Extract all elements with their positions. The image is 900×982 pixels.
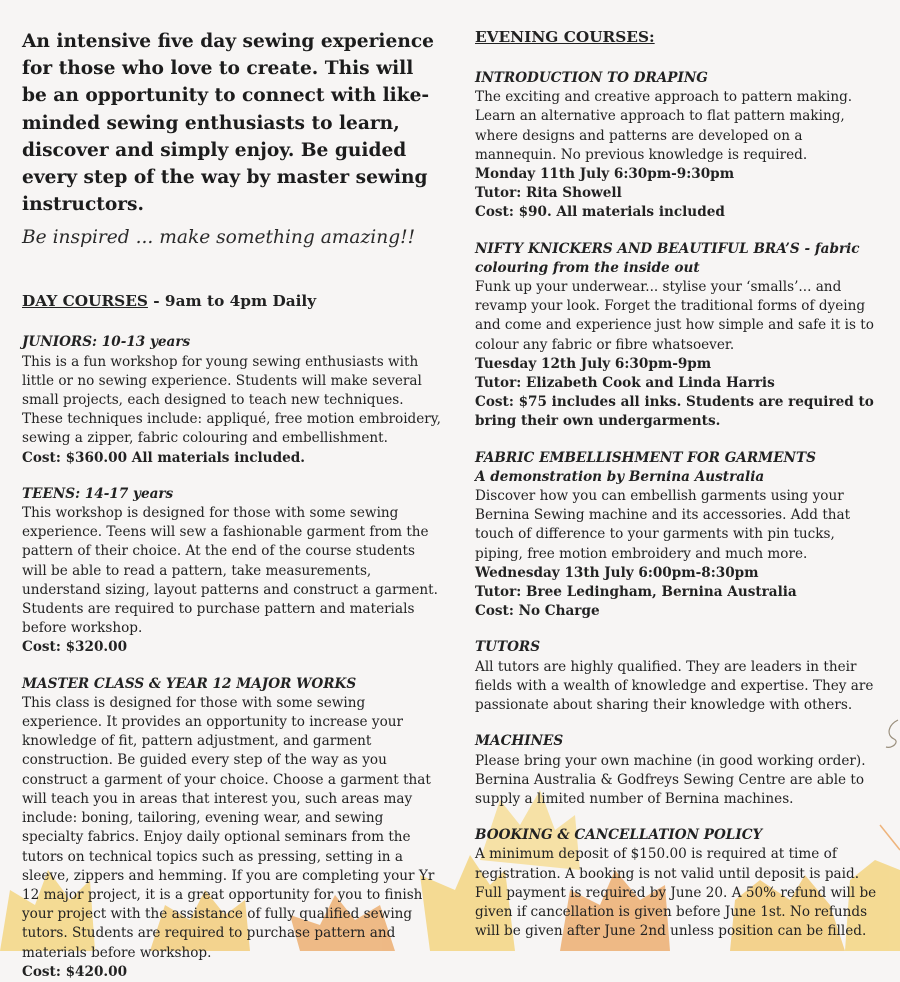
course-description-extra: Students are required to purchase pattern and materials before workshop.: [22, 601, 415, 637]
scissors-doodle-icon: [880, 715, 900, 755]
course-cost: Cost: $75 includes all inks. Students are required to bring their own undergarments.: [475, 394, 874, 430]
course-description-extra: These techniques include: appliqué, free motion embroidery, sewing a zipper, fabric colouring and embellishment.: [22, 411, 441, 447]
course-description: The exciting and creative approach to pattern making. Learn an alternative approach to flat pattern making, where designs and patterns are developed on a mannequin. No previous knowledge is required.: [475, 89, 853, 163]
course-cost: Cost: $90. All materials included: [475, 204, 725, 221]
course-title: INTRODUCTION TO DRAPING: [475, 70, 708, 86]
course-cost: Cost: $360.00 All materials included.: [22, 449, 305, 466]
section-title: TUTORS: [475, 639, 541, 656]
course-title: TEENS: 14-17 years: [22, 485, 174, 502]
right-column: [475, 0, 883, 941]
day-courses-title: DAY COURSES: [22, 292, 148, 311]
section-title: MACHINES: [475, 733, 564, 750]
course-title: JUNIORS: 10-13 years: [22, 334, 191, 351]
course-title: NIFTY KNICKERS AND BEAUTIFUL BRA’S - fabric colouring from the inside out: [475, 240, 860, 276]
left-column: [22, 0, 442, 982]
course-cost: Cost: $320.00: [22, 639, 128, 656]
course-juniors: [22, 333, 442, 467]
course-date: Monday 11th July 6:30pm-9:30pm: [475, 166, 735, 183]
course-cost: Cost: No Charge: [475, 603, 600, 620]
course-title: FABRIC EMBELLISHMENT FOR GARMENTS: [475, 449, 816, 466]
course-teens: [22, 485, 442, 658]
course-description: This is a fun workshop for young sewing enthusiasts with little or no sewing experience. Students will make several small projects, each designed to teach new techniques.: [22, 353, 422, 409]
course-date: Wednesday 13th July 6:00pm-8:30pm: [475, 564, 759, 581]
course-date: Tuesday 12th July 6:30pm-9pm: [475, 355, 712, 372]
machines-section: [475, 732, 883, 809]
tutors-section: [475, 638, 883, 715]
section-title: BOOKING & CANCELLATION POLICY: [475, 827, 763, 844]
course-fabric-embellishment: [475, 449, 883, 622]
course-master-class: [22, 675, 442, 982]
tagline: Be inspired ... make something amazing!!: [22, 227, 416, 249]
course-tutor: Tutor: Bree Ledingham, Bernina Australia: [475, 584, 797, 601]
evening-courses-heading: [475, 27, 883, 47]
course-tutor: Tutor: Rita Showell: [475, 185, 622, 202]
course-description: This class is designed for those with some sewing experience. It provides an opportunity to increase your knowledge of fit, pattern adjustment, and garment construction. Be guided every step of the way as you construct a garment of your choice. Choose a garment that will teach you in areas that interest you, such areas may include: boning, tailoring, evening wear, and sewing specialty fabrics. Enjoy daily optional seminars from the tutors on technical topics such as pressing, setting in a sleeve, zippers and hemming. If you are completing your Yr 12 major project, it is a great opportunity for you to finish your project with the assistance of fully qualified sewing tutors. Students are required to purchase pattern and materials before workshop.: [22, 694, 435, 961]
course-tutor: Tutor: Elizabeth Cook and Linda Harris: [475, 375, 775, 392]
course-description: This workshop is designed for those with some sewing experience. Teens will sew a fashionable garment from the pattern of their choice. At the end of the course students will be able to read a pattern, take measurements, understand sizing, layout patterns and construct a garment.: [22, 505, 438, 598]
evening-courses-title: EVENING COURSES:: [475, 28, 655, 46]
course-title: MASTER CLASS & YEAR 12 MAJOR WORKS: [22, 675, 357, 692]
course-description: Discover how you can embellish garments using your Bernina Sewing machine and its accessories. Add that touch of difference to your garments with pin tucks, piping, free motion embroidery and much more.: [475, 488, 851, 562]
course-description: Funk up your underwear... stylise your ‘smalls’... and revamp your look. Forget the traditional forms of dyeing and come and experience just how simple and safe it is to colour any fabric or fibre whatsoever.: [475, 279, 874, 353]
booking-policy-section: [475, 826, 883, 941]
course-cost: Cost: $420.00: [22, 963, 128, 980]
course-subtitle: A demonstration by Bernina Australia: [475, 468, 765, 485]
section-description: A minimum deposit of $150.00 is required at time of registration. A booking is not valid until deposit is paid. Full payment is required by June 20. A 50% refund will be given if cancellation is given before June 1st. No refunds will be given after June 2nd unless position can be filled.: [475, 846, 877, 940]
course-nifty-knickers: [475, 240, 883, 432]
section-description: Please bring your own machine (in good working order). Bernina Australia & Godfreys Sewing Centre are able to supply a limited number of Bernina machines.: [475, 752, 866, 807]
section-description: All tutors are highly qualified. They are leaders in their fields with a wealth of knowledge and expertise. They are passionate about sharing their knowledge with others.: [475, 658, 874, 714]
course-draping: [475, 69, 883, 223]
day-courses-heading: [22, 291, 442, 311]
day-courses-time: - 9am to 4pm Daily: [147, 292, 317, 311]
intro-text: An intensive five day sewing experience for those who love to create. This will be an opportunity to connect with like-minded sewing enthusiasts to learn, discover and simply enjoy. Be guided every step of the way by master sewing instructors.: [22, 31, 434, 216]
